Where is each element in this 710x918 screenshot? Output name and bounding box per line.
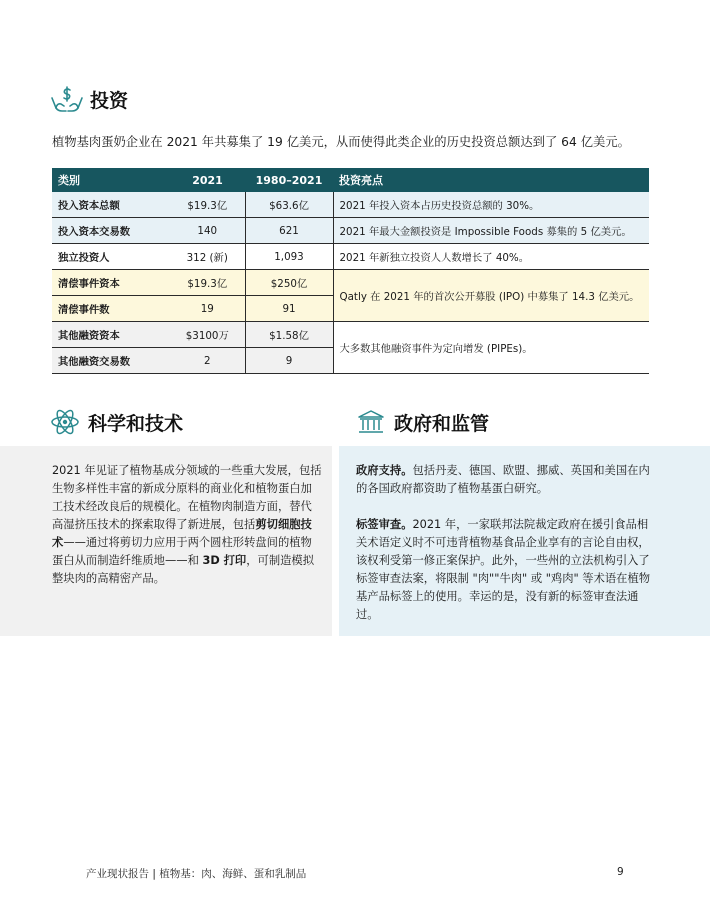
column-header: 1980–2021	[245, 168, 333, 192]
merged-highlight-exit: Qatly 在 2021 年的首次公开募股 (IPO) 中募集了 14.3 亿美元。	[333, 270, 649, 322]
government-building-icon	[356, 408, 386, 436]
row-category: 投入资本交易数	[52, 218, 170, 244]
row-highlight: 2021 年投入资本占历史投资总额的 30%。	[333, 192, 649, 218]
value-2021: $19.3亿	[170, 192, 245, 218]
merged-highlight-other: 大多数其他融资事件为定向增发 (PIPEs)。	[333, 322, 649, 374]
row-highlight: 2021 年最大金额投资是 Impossible Foods 募集的 5 亿美元。	[333, 218, 649, 244]
table-row	[52, 322, 649, 348]
value-2021: 140	[170, 218, 245, 244]
value-total: 621	[245, 218, 333, 244]
investment-intro: 植物基肉蛋奶企业在 2021 年共募集了 19 亿美元，从而使得此类企业的历史投资总额达到了 64 亿美元。	[52, 135, 630, 149]
value-total: 1,093	[245, 244, 333, 270]
table-row	[52, 244, 649, 270]
value-2021: $3100万	[170, 322, 245, 348]
government-heading	[356, 407, 489, 437]
government-support-text: 包括丹麦、德国、欧盟、挪威、英国和美国在内的各国政府都资助了植物基蛋白研究。	[356, 464, 650, 495]
value-2021: $19.3亿	[170, 270, 245, 296]
investment-table	[52, 168, 649, 374]
science-text-b: ——通过将剪切力应用于两个圆柱形转盘间的植物蛋白从而制造纤维质地——和	[52, 536, 312, 567]
row-category: 其他融资交易数	[52, 348, 170, 374]
science-text-a: 2021 年见证了植物基成分领域的一些重大发展，包括生物多样性丰富的新成分原料的商业化和植物蛋白加工技术经改良后的规模化。在植物肉制造方面，替代高湿挤压技术的探索取得了新进展，包括	[52, 464, 322, 531]
government-title: 政府和监管	[394, 412, 490, 435]
label-censorship-text: 2021 年，一家联邦法院裁定政府在援引食品相关术语定义时不可违背植物基食品企业享有的言论自由权，该权利受第一修正案保护。此外，一些州的立法机构引入了标签审查法案，将限制 "肉""牛肉" 或 "鸡肉" 等术语在植物基产品标签上的使用。幸运的是，没有新的标签审查法通过。	[356, 518, 651, 621]
row-category: 独立投资人	[52, 244, 170, 270]
science-bold-3d-printing: 3D 打印	[202, 554, 247, 567]
row-category: 其他融资资本	[52, 322, 170, 348]
value-total: $250亿	[245, 270, 333, 296]
value-total: 91	[245, 296, 333, 322]
column-header: 2021	[170, 168, 245, 192]
label-censorship-paragraph	[356, 516, 656, 624]
science-bold-shear-cell: 剪切细胞技术	[52, 518, 312, 549]
value-2021: 312 (新)	[170, 244, 245, 270]
science-heading	[50, 407, 183, 437]
money-hand-icon	[50, 84, 84, 114]
science-title: 科学和技术	[88, 412, 184, 435]
government-support-paragraph	[356, 462, 656, 498]
table-row	[52, 218, 649, 244]
table-row	[52, 192, 649, 218]
value-2021: 19	[170, 296, 245, 322]
value-2021: 2	[170, 348, 245, 374]
science-body	[52, 462, 322, 588]
science-text-c: ，可制造模拟整块肉的高精密产品。	[52, 554, 315, 585]
value-total: 9	[245, 348, 333, 374]
table-row	[52, 270, 649, 296]
column-header: 投资亮点	[333, 168, 649, 192]
investment-title: 投资	[90, 89, 129, 112]
government-support-label: 政府支持。	[356, 464, 413, 477]
row-category: 清偿事件数	[52, 296, 170, 322]
row-category: 清偿事件资本	[52, 270, 170, 296]
value-total: $63.6亿	[245, 192, 333, 218]
page-number: 9	[617, 866, 624, 878]
footer-report-title: 产业现状报告 | 植物基：肉、海鲜、蛋和乳制品	[86, 868, 307, 880]
row-highlight: 2021 年新独立投资人人数增长了 40%。	[333, 244, 649, 270]
investment-heading	[50, 84, 128, 114]
table-header-row	[52, 168, 649, 192]
row-category: 投入资本总额	[52, 192, 170, 218]
column-header: 类别	[52, 168, 170, 192]
atom-icon	[50, 408, 80, 436]
label-censorship-label: 标签审查。	[356, 518, 413, 531]
value-total: $1.58亿	[245, 322, 333, 348]
